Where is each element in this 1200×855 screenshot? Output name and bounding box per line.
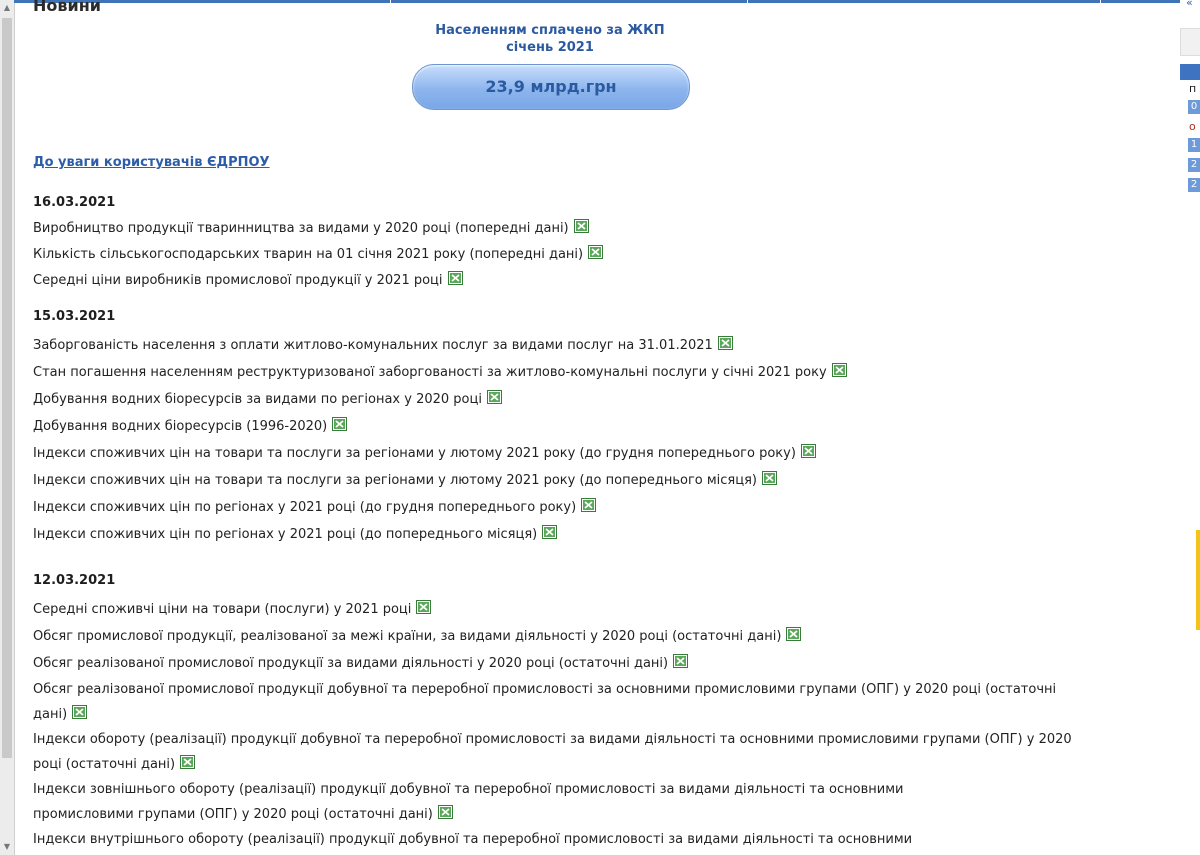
news-item-link[interactable]: Індекси споживчих цін по регіонах у 2021 році (до грудня попереднього року): [33, 500, 577, 515]
news-item: [33, 467, 1113, 494]
excel-icon[interactable]: [180, 753, 195, 767]
paid-caption-line2: січень 2021: [506, 40, 594, 55]
paid-caption: [400, 22, 700, 56]
news-item: [33, 359, 1113, 386]
right-panel-box: [1180, 28, 1200, 56]
right-panel-top-link[interactable]: «: [1186, 0, 1193, 9]
top-nav-strip: [14, 0, 1180, 3]
news-item-link[interactable]: Індекси внутрішнього обороту (реалізації) продукції добувної та переробної промисловості за видами діяльності та основними: [33, 832, 913, 847]
news-item-link[interactable]: Середні ціни виробників промислової продукції у 2021 році: [33, 273, 443, 288]
vertical-scrollbar[interactable]: [0, 0, 15, 855]
news-item: [33, 386, 1113, 413]
news-item: [33, 494, 1113, 521]
excel-icon[interactable]: [448, 269, 463, 283]
excel-icon[interactable]: [673, 651, 688, 665]
excel-icon[interactable]: [762, 468, 777, 482]
news-date: 16.03.2021: [33, 195, 116, 210]
right-panel-accent: [1196, 530, 1200, 630]
excel-icon[interactable]: [72, 703, 87, 717]
right-panel-button[interactable]: 0: [1188, 100, 1200, 114]
news-item-link[interactable]: Заборгованість населення з оплати житлово-комунальних послуг за видами послуг на 31.01.2021: [33, 338, 713, 353]
news-item-link[interactable]: Обсяг промислової продукції, реалізованої за межі країни, за видами діяльності у 2020 році (остаточні дані): [33, 629, 782, 644]
excel-icon[interactable]: [416, 597, 431, 611]
right-panel-button[interactable]: 1: [1188, 138, 1200, 152]
news-item: [33, 413, 1113, 440]
news-item: [33, 677, 1093, 727]
news-item: [33, 650, 1113, 677]
excel-icon[interactable]: [581, 495, 596, 509]
excel-icon[interactable]: [574, 217, 589, 231]
news-item: [33, 440, 1113, 467]
news-item-link[interactable]: Обсяг реалізованої промислової продукції добувної та переробної промисловості за основними промисловими групами (ОПГ) у 2020 році (остаточні дані): [33, 682, 1057, 722]
news-group: [33, 309, 1113, 548]
news-item: [33, 596, 1113, 623]
section-title: Новини: [33, 0, 101, 15]
news-item-link[interactable]: Добування водних біоресурсів (1996-2020): [33, 419, 328, 434]
excel-icon[interactable]: [542, 522, 557, 536]
right-panel-button[interactable]: 2: [1188, 158, 1200, 172]
excel-icon[interactable]: [588, 243, 603, 257]
news-item: [33, 727, 1093, 777]
news-date: 12.03.2021: [33, 573, 116, 588]
excel-icon[interactable]: [786, 624, 801, 638]
news-group: [33, 195, 1113, 294]
scrollbar-thumb[interactable]: [2, 18, 12, 758]
excel-icon[interactable]: [801, 441, 816, 455]
news-item-link[interactable]: Добування водних біоресурсів за видами по регіонах у 2020 році: [33, 392, 482, 407]
right-panel-label: о: [1189, 120, 1196, 133]
excel-icon[interactable]: [832, 360, 847, 374]
right-sidebar-partial: [1180, 0, 1200, 855]
news-item: [33, 521, 1113, 548]
news-item-link[interactable]: Індекси споживчих цін по регіонах у 2021 році (до попереднього місяця): [33, 527, 538, 542]
news-item: [33, 216, 1113, 242]
paid-amount-button[interactable]: 23,9 млрд.грн: [412, 64, 690, 110]
news-item: [33, 777, 993, 827]
news-item-link[interactable]: Індекси зовнішнього обороту (реалізації) продукції добувної та переробної промисловості за видами діяльності та основними промисловими групами (ОПГ) у 2020 році (остаточні дані): [33, 782, 904, 822]
news-item-link[interactable]: Стан погашення населенням реструктуризованої заборгованості за житлово-комунальні послуги у січні 2021 року: [33, 365, 827, 380]
excel-icon[interactable]: [332, 414, 347, 428]
news-item: [33, 268, 1113, 294]
right-panel-button[interactable]: 2: [1188, 178, 1200, 192]
scroll-down-arrow-icon[interactable]: ▼: [3, 842, 11, 851]
news-item-link[interactable]: Індекси споживчих цін на товари та послуги за регіонами у лютому 2021 року (до грудня попереднього року): [33, 446, 796, 461]
excel-icon[interactable]: [718, 333, 733, 347]
news-item-link[interactable]: Виробництво продукції тваринництва за видами у 2020 році (попередні дані): [33, 221, 569, 236]
excel-icon[interactable]: [487, 387, 502, 401]
scroll-up-arrow-icon[interactable]: ▲: [3, 3, 11, 12]
news-item: [33, 332, 1113, 359]
news-item: [33, 827, 1003, 852]
right-panel-header: [1180, 64, 1200, 80]
news-item-link[interactable]: Індекси споживчих цін на товари та послуги за регіонами у лютому 2021 року (до попереднього місяця): [33, 473, 757, 488]
right-panel-label: п: [1189, 82, 1197, 95]
paid-caption-line1: Населенням сплачено за ЖКП: [435, 23, 665, 38]
news-date: 15.03.2021: [33, 309, 116, 324]
edrpou-link[interactable]: До уваги користувачів ЄДРПОУ: [33, 155, 270, 170]
news-item-link[interactable]: Обсяг реалізованої промислової продукції за видами діяльності у 2020 році (остаточні дані): [33, 656, 669, 671]
news-group: [33, 573, 1113, 852]
news-item-link[interactable]: Середні споживчі ціни на товари (послуги) у 2021 році: [33, 602, 412, 617]
news-item-link[interactable]: Кількість сільськогосподарських тварин на 01 січня 2021 року (попередні дані): [33, 247, 584, 262]
news-item: [33, 242, 1113, 268]
news-item-link[interactable]: Індекси обороту (реалізації) продукції добувної та переробної промисловості за видами діяльності та основними промисловими групами (ОПГ) у 2020 році (остаточні дані): [33, 732, 1072, 772]
news-item: [33, 623, 1113, 650]
excel-icon[interactable]: [438, 803, 453, 817]
